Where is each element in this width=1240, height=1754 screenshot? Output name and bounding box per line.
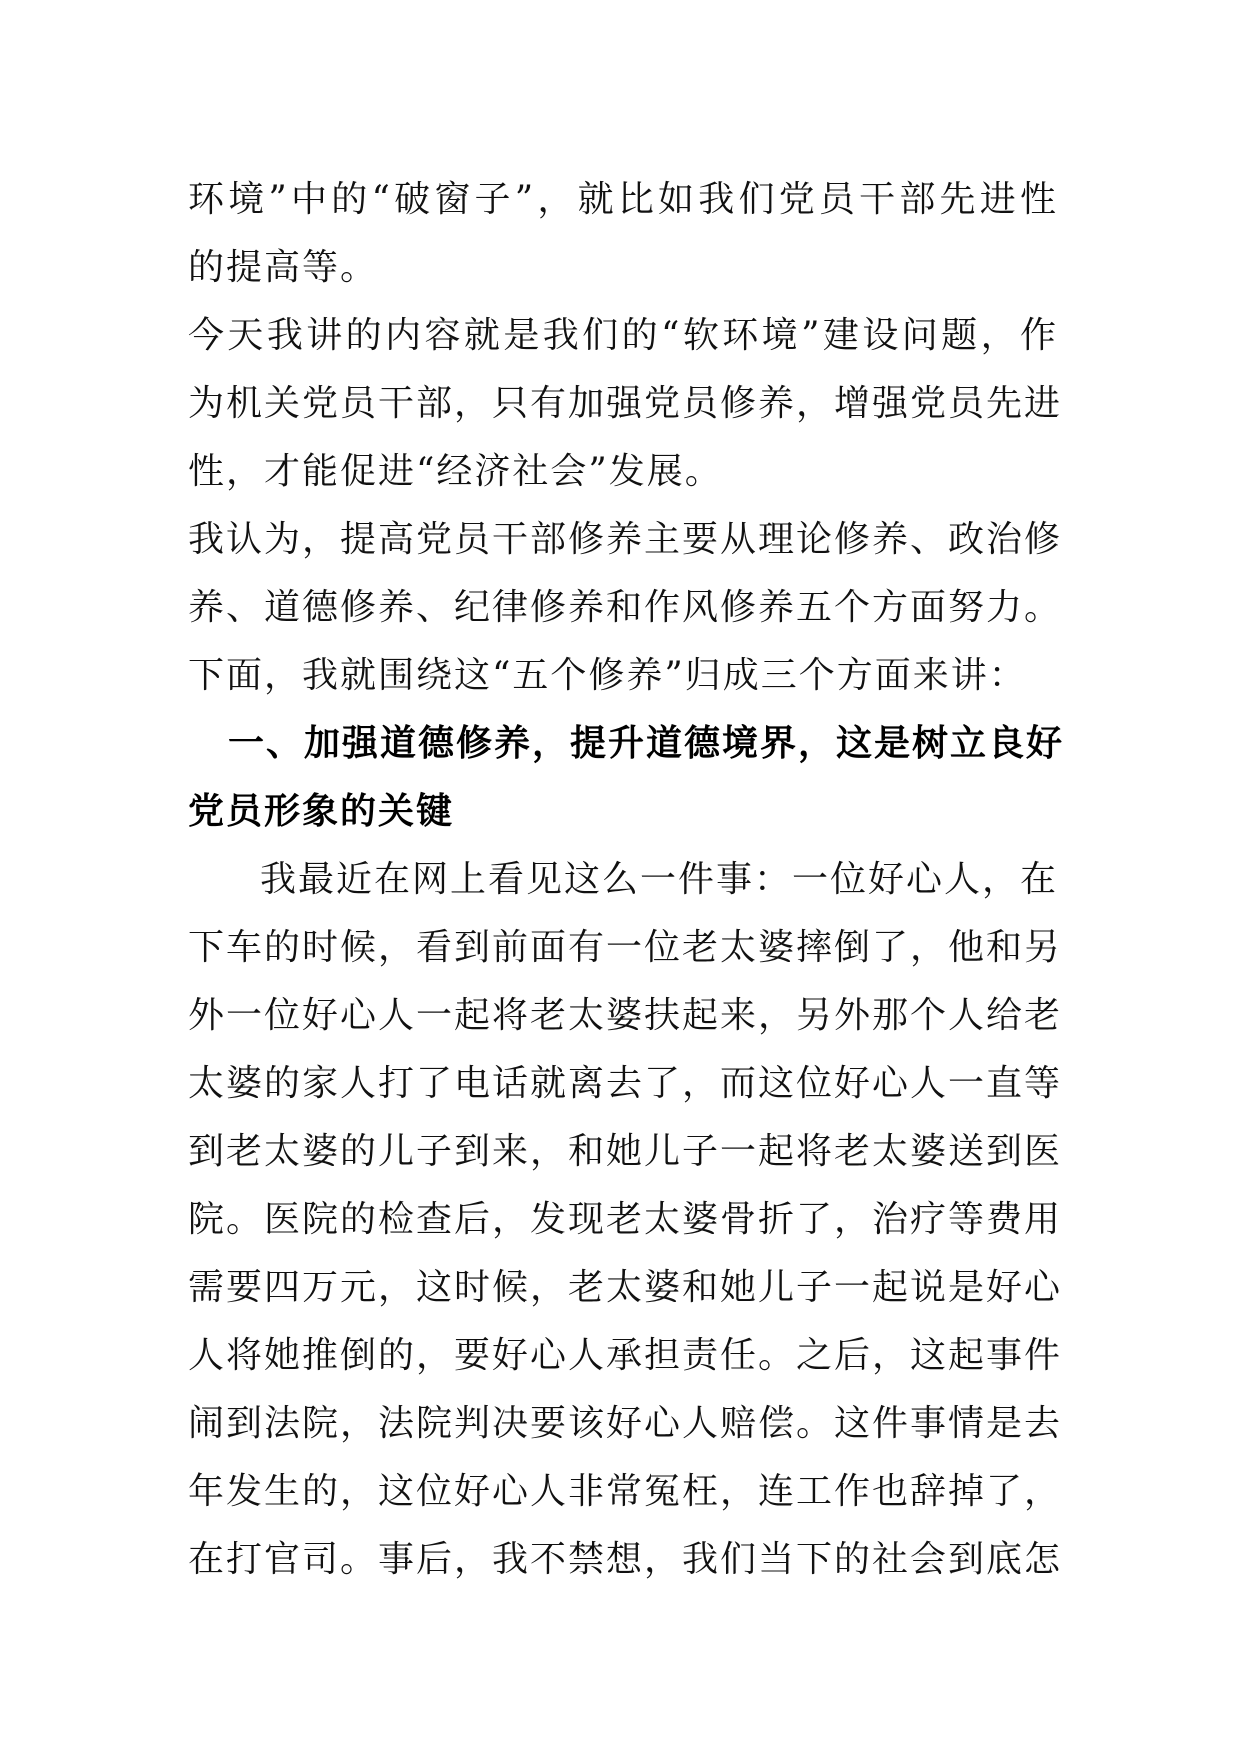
text-line: 为机关党员干部，只有加强党员修养，增强党员先进 <box>188 383 1063 424</box>
text-line: 性，才能促进“经济社会”发展。 <box>188 451 723 492</box>
text-line: 太婆的家人打了电话就离去了，而这位好心人一直等 <box>188 1063 1063 1104</box>
text-line: 到老太婆的儿子到来，和她儿子一起将老太婆送到医 <box>188 1131 1063 1172</box>
paragraph-good-samaritan-story <box>188 846 1063 1594</box>
text-line: 下面，我就围绕这“五个修养”归成三个方面来讲： <box>188 655 1027 696</box>
heading-line: 党员形象的关键 <box>188 791 455 832</box>
text-line: 环境”中的“破窗子”，就比如我们党员干部先进性 <box>188 179 1058 220</box>
text-line: 养、道德修养、纪律修养和作风修养五个方面努力。 <box>188 587 1063 628</box>
document-body <box>188 166 1065 1594</box>
paragraph-five-cultivations <box>188 506 1063 710</box>
heading-line: 一、加强道德修养，提升道德境界，这是树立良好 <box>228 723 1065 764</box>
text-line: 我认为，提高党员干部修养主要从理论修养、政治修 <box>188 519 1063 560</box>
text-line: 外一位好心人一起将老太婆扶起来，另外那个人给老 <box>188 995 1063 1036</box>
text-line: 人将她推倒的，要好心人承担责任。之后，这起事件 <box>188 1335 1063 1376</box>
text-line: 闹到法院，法院判决要该好心人赔偿。这件事情是去 <box>188 1403 1063 1444</box>
text-line: 我最近在网上看见这么一件事：一位好心人，在 <box>260 859 1059 900</box>
text-line: 今天我讲的内容就是我们的“软环境”建设问题，作 <box>188 315 1058 356</box>
paragraph-broken-window <box>188 166 1058 302</box>
text-line: 年发生的，这位好心人非常冤枉，连工作也辞掉了， <box>188 1471 1063 1512</box>
paragraph-soft-environment <box>188 302 1063 506</box>
text-line: 的提高等。 <box>188 247 379 288</box>
text-line: 需要四万元，这时候，老太婆和她儿子一起说是好心 <box>188 1267 1063 1308</box>
text-line: 下车的时候，看到前面有一位老太婆摔倒了，他和另 <box>188 927 1063 968</box>
text-line: 在打官司。事后，我不禁想，我们当下的社会到底怎 <box>188 1539 1063 1580</box>
text-line: 院。医院的检查后，发现老太婆骨折了，治疗等费用 <box>188 1199 1063 1240</box>
section-heading-one <box>188 710 1065 846</box>
